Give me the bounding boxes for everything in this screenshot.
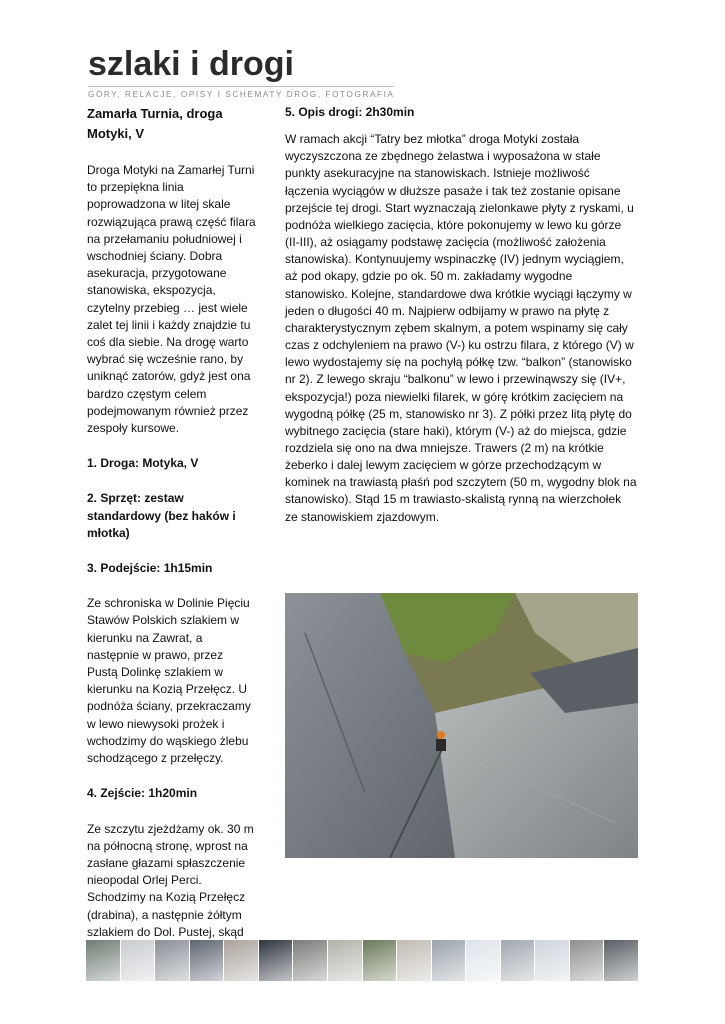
- climber-photo: [285, 593, 638, 858]
- thumbnail-photo[interactable]: [259, 940, 294, 981]
- thumbnail-photo[interactable]: [86, 940, 121, 981]
- site-title[interactable]: szlaki i drogi: [88, 45, 294, 83]
- right-column: [285, 104, 637, 526]
- route-description-paragraph: W ramach akcji “Tatry bez młotka” droga Motyki została wyczyszczona ze zbędnego żelastwa i wyposażona w stałe punkty asekuracyjne na stanowiskach. Istnieje możliwość łączenia wyciągów w dłuższe pasaże i tak też zostanie opisane przejście tej drogi. Start wyznaczają zielonkawe płyty z ryskami, u podnóża wielkiego zacięcia, które pokonujemy w lewo ku górze (II-III), aż osiągamy podstawę zacięcia (możliwość założenia stanowiska). Kontynuujemy wspinaczkę (IV) jednym wyciągiem, aż pod okapy, gdzie po ok. 50 m. zakładamy wygodne stanowisko. Kolejne, standardowe dwa krótkie wyciągi łączymy w jeden o długości 40 m. Najpierw odbijamy w prawo na płytę z charakterystycznym zębem skalnym, a potem wspinamy się cały czas z odchyleniem na prawo (V-) ku ostrzu filara, z którego (V) w lewo wydostajemy się na pochyłą półkę tzw. “balkon” (stanowisko nr 2). Z lewego skraju “balkonu” w lewo i przewinąwszy się (IV+, ekspozycja!) poza niewielki filarek, w górę krótkim zacięciem na wygodną półkę (25 m, stanowisko nr 3). Z półki przez litą płytę do wybitnego zacięcia (stare haki), którym (V-) aż do miejsca, gdzie rozdziela się ono na dwa mniejsze. Trawers (2 m) na krótkie żeberko i dalej lewym zacięciem w górze przechodzącym w kominek na trawiastą płaśń pod szczytem (50 m, wygodny blok na stanowisko). Stąd 15 m trawiasto-skalistą rynną na wierzchołek ze stanowiskiem zjazdowym.: [285, 132, 637, 524]
- descent-paragraph: Ze szczytu zjeżdżamy ok. 30 m na północną stronę, wprost na zasłane głazami spłaszczenie nieopodal Orlej Perci. Schodzimy na Kozią Przełęcz (drabina), a następnie żółtym szlakiem do Dol. Pustej, skąd: [87, 821, 254, 939]
- thumbnail-photo[interactable]: [432, 940, 467, 981]
- thumbnail-photo[interactable]: [604, 940, 639, 981]
- thumbnail-photo[interactable]: [190, 940, 225, 981]
- thumbnail-photo[interactable]: [155, 940, 190, 981]
- site-tagline: GÓRY, RELACJE, OPISY I SCHEMATY DRÓG, FOTOGRAFIA: [88, 90, 395, 99]
- thumbnail-photo[interactable]: [224, 940, 259, 981]
- section-descent: 4. Zejście: 1h20min: [87, 786, 198, 801]
- section-route-name: 1. Droga: Motyka, V: [87, 456, 199, 471]
- thumbnail-photo[interactable]: [293, 940, 328, 981]
- thumbnail-photo[interactable]: [501, 940, 536, 981]
- thumbnail-photo[interactable]: [363, 940, 398, 981]
- climber-photo-drawing: [285, 593, 638, 858]
- header-divider: [88, 86, 394, 87]
- thumbnail-photo[interactable]: [328, 940, 363, 981]
- page-title: Zamarła Turnia, droga Motyki, V: [87, 106, 223, 141]
- site-header: [88, 46, 394, 99]
- section-gear: 2. Sprzęt: zestaw standardowy (bez haków i młotka): [87, 491, 236, 540]
- thumbnail-photo[interactable]: [535, 940, 570, 981]
- thumbnail-strip: [86, 940, 639, 981]
- approach-paragraph: Ze schroniska w Dolinie Pięciu Stawów Polskich szlakiem w kierunku na Zawrat, a następnie w prawo, przez Pustą Dolinkę szlakiem w kierunku na Kozią Przełęcz. U podnóża ściany, przekraczamy w lewo niewysoki prożek i wchodzimy do wąskiego żlebu schodzącego z przełęczy.: [87, 596, 251, 766]
- thumbnail-photo[interactable]: [570, 940, 605, 981]
- left-column: [87, 104, 257, 993]
- thumbnail-photo[interactable]: [466, 940, 501, 981]
- section-approach: 3. Podejście: 1h15min: [87, 561, 213, 576]
- thumbnail-photo[interactable]: [397, 940, 432, 981]
- intro-paragraph: Droga Motyki na Zamarłej Turni to przepiękna linia poprowadzona w litej skale rozwiązująca prawą część filara na przełamaniu południowej i wschodniej ściany. Dobra asekuracja, przygotowane stanowiska, ekspozycja, czytelny przebieg … jest wiele zalet tej linii i każdy znajdzie tu coś dla siebie. Na drogę warto wybrać się wcześnie rano, by uniknąć zatorów, gdyż jest ona bardzo częstym celem podejmowanym również przez zespoły kursowe.: [87, 163, 256, 436]
- section-route-description: 5. Opis drogi: 2h30min: [285, 105, 415, 119]
- thumbnail-photo[interactable]: [121, 940, 156, 981]
